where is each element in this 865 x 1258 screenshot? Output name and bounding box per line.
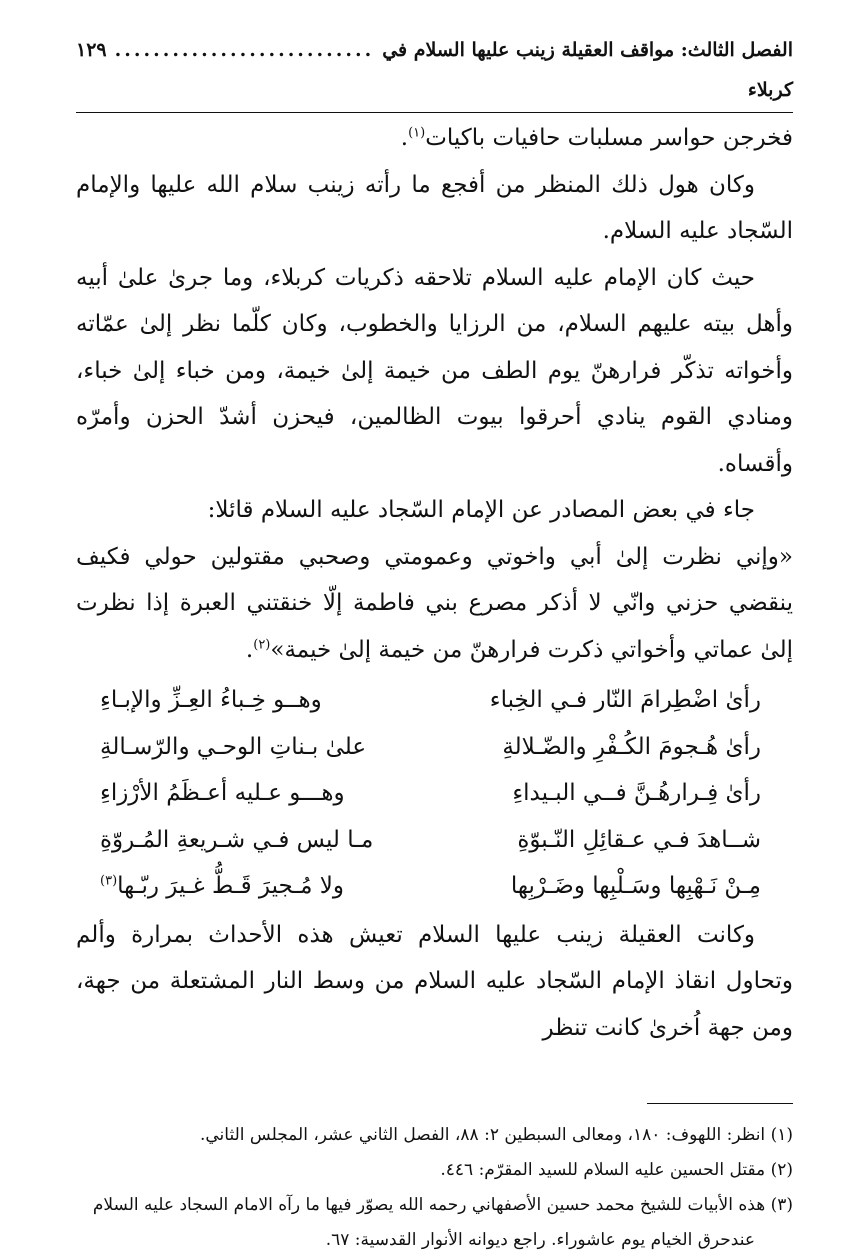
paragraph: فخرجن حواسر مسلبات حافيات باكيات$^{(١)}$. <box>400 125 793 151</box>
verse-line <box>76 863 793 910</box>
footnote-number: (٢) <box>770 1160 793 1180</box>
verse-first-hemistich: شــاهدَ فـي عـقائِلِ النّـبوّةِ <box>517 826 761 853</box>
verse-line <box>76 817 793 864</box>
verse-first-hemistich: رأىٰ اضْطِرامَ النّار فـي الخِباء <box>489 687 761 713</box>
main-text <box>76 115 793 673</box>
verse-second-hemistich: مـا ليس فـي شـريعةِ المُـروّةِ <box>100 826 374 853</box>
quotation-paragraph: «وإني نظرت إلىٰ أبي واخوتي وعمومتي وصحبي مقتولين حولي فكيف ينقضي حزني وانّي لا أذكر مصرع بني فاطمة إلّا خنقتني العبرة إذا نظرت إلىٰ عماتي وأخواتي ذكرت فرارهنّ من خيمة إلىٰ خيمة»$^{(٢)}$. <box>76 543 793 663</box>
footnote-separator <box>647 1103 793 1104</box>
footnotes <box>76 1118 793 1258</box>
paragraph: جاء في بعض المصادر عن الإمام السّجاد عليه السلام قائلا: <box>207 497 755 523</box>
verse-second-hemistich: علىٰ بـناتِ الوحـي والرّسـالةِ <box>100 733 367 760</box>
footnote-number: (١) <box>770 1125 793 1145</box>
running-header <box>76 30 793 113</box>
verse-second-hemistich: وهـــو عـليه أعـظَمُ الأرْزاءِ <box>100 780 345 806</box>
paragraph: وكانت العقيلة زينب عليها السلام تعيش هذه الأحداث بمرارة وألم وتحاول انقاذ الإمام السّجاد عليه السلام من وسط النار المشتعلة من جهة، ومن جهة اُخرىٰ كانت تنظر <box>76 921 793 1041</box>
footnote: (٣) هذه الأبيات للشيخ محمد حسين الأصفهاني رحمه الله يصوّر فيها ما رآه الامام السجاد عليه السلام <box>92 1195 793 1215</box>
page-number: ١٢٩ <box>76 39 107 61</box>
verse-line <box>76 724 793 771</box>
header-leader-dots: ........................... <box>114 39 375 61</box>
footnote-ref: (١) <box>408 125 426 141</box>
chapter-title: الفصل الثالث: مواقف العقيلة زينب عليها السلام في كربلاء <box>382 39 793 101</box>
verse-line <box>76 770 793 817</box>
verse-second-hemistich: ولا مُـجيرَ قَـطُّ غـيرَ ربّـها$^{(٣)}$ <box>100 873 344 899</box>
footnote-ref: (٣) <box>100 873 118 889</box>
footnote-continuation: عندحرق الخيام يوم عاشوراء. راجع ديوانه الأنوار القدسية: ٦٧. <box>325 1230 755 1250</box>
closing-text <box>76 912 793 1052</box>
verse-second-hemistich: وهــو خِـباءُ العِـزِّ والإبـاءِ <box>100 687 322 713</box>
paragraph: حيث كان الإمام عليه السلام تلاحقه ذكريات كربلاء، وما جرىٰ علىٰ أبيه وأهل بيته عليهم السلام، من الرزايا والخطوب، وكان كلّما نظر إلىٰ عمّاته وأخواته تذكّر فرارهنّ يوم الطف من خيمة إلىٰ خيمة، ومن خباء إلىٰ خباء، ومنادي القوم ينادي أحرقوا بيوت الظالمين، فيحزن أشدّ الحزن وأمرّه وأقساه. <box>76 264 793 477</box>
verse-first-hemistich: رأىٰ هُـجومَ الكُـفْرِ والضّـلالةِ <box>502 733 761 760</box>
poem <box>76 677 793 910</box>
verse-first-hemistich: مِـنْ نَـهْبِها وسَـلْبِها وضَـرْبِها <box>510 873 761 899</box>
footnote-number: (٣) <box>770 1195 793 1215</box>
paragraph: وكان هول ذلك المنظر من أفجع ما رأته زينب سلام الله عليها والإمام السّجاد عليه السلام. <box>76 171 793 244</box>
verse-line <box>76 677 793 724</box>
footnote-ref: (٢) <box>253 636 271 652</box>
footnote: (١) انظر: اللهوف: ١٨٠، ومعالى السبطين ٢: ٨٨، الفصل الثاني عشر، المجلس الثاني. <box>199 1125 793 1145</box>
verse-first-hemistich: رأىٰ فِـرارهُـنَّ فــي البـيداءِ <box>512 780 761 806</box>
footnote: (٢) مقتل الحسين عليه السلام للسيد المقرّم: ٤٤٦. <box>440 1160 793 1180</box>
